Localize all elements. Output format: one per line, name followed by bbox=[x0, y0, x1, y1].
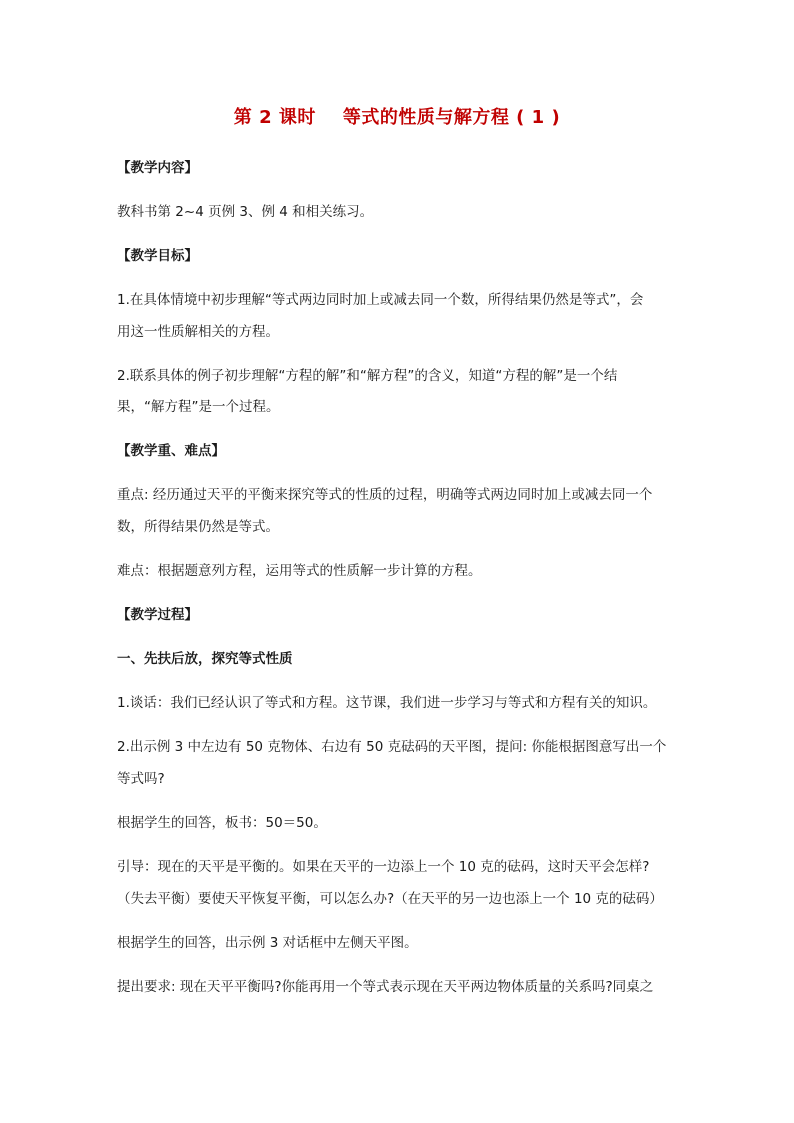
request-text: 提出要求: 现在天平平衡吗?你能再用一个等式表示现在天平两边物体质量的关系吗?同桌之 bbox=[117, 979, 654, 995]
part-1-heading: 一、先扶后放，探究等式性质 bbox=[117, 651, 293, 667]
guide-line-2: （失去平衡）要使天平恢复平衡，可以怎么办?（在天平的另一边也添上一个 10 克的砝码） bbox=[117, 891, 663, 907]
key-point-line-2: 数，所得结果仍然是等式。 bbox=[117, 519, 279, 535]
difficulty-text: 难点：根据题意列方程，运用等式的性质解一步计算的方程。 bbox=[117, 563, 482, 579]
step-2-line-2: 等式吗? bbox=[117, 771, 165, 787]
step-1-text: 1.谈话：我们已经认识了等式和方程。这节课，我们进一步学习与等式和方程有关的知识。 bbox=[117, 695, 657, 711]
goal-1-line-2: 用这一性质解相关的方程。 bbox=[117, 324, 279, 340]
section-heading-content: 【教学内容】 bbox=[117, 160, 198, 176]
section-heading-key-points: 【教学重、难点】 bbox=[117, 443, 225, 459]
goal-2-line-2: 果，“解方程”是一个过程。 bbox=[117, 399, 280, 415]
board-text: 根据学生的回答，板书：50＝50。 bbox=[117, 815, 327, 831]
page-title: 第 2 课时 等式的性质与解方程 ( 1 ) bbox=[233, 107, 561, 128]
section-heading-goals: 【教学目标】 bbox=[117, 248, 198, 264]
step-2-line-1: 2.出示例 3 中左边有 50 克物体、右边有 50 克砝码的天平图，提问: 你能根据图意写出一个 bbox=[117, 739, 667, 755]
show-example-text: 根据学生的回答，出示例 3 对话框中左侧天平图。 bbox=[117, 935, 418, 951]
goal-2-line-1: 2.联系具体的例子初步理解“方程的解”和“解方程”的含义，知道“方程的解”是一个结 bbox=[117, 368, 618, 384]
section-heading-process: 【教学过程】 bbox=[117, 607, 198, 623]
key-point-line-1: 重点: 经历通过天平的平衡来探究等式的性质的过程，明确等式两边同时加上或减去同一个 bbox=[117, 487, 653, 503]
goal-1-line-1: 1.在具体情境中初步理解“等式两边同时加上或减去同一个数，所得结果仍然是等式”，会 bbox=[117, 292, 644, 308]
content-text: 教科书第 2~4 页例 3、例 4 和相关练习。 bbox=[117, 204, 374, 220]
guide-line-1: 引导：现在的天平是平衡的。如果在天平的一边添上一个 10 克的砝码，这时天平会怎样? bbox=[117, 859, 650, 875]
